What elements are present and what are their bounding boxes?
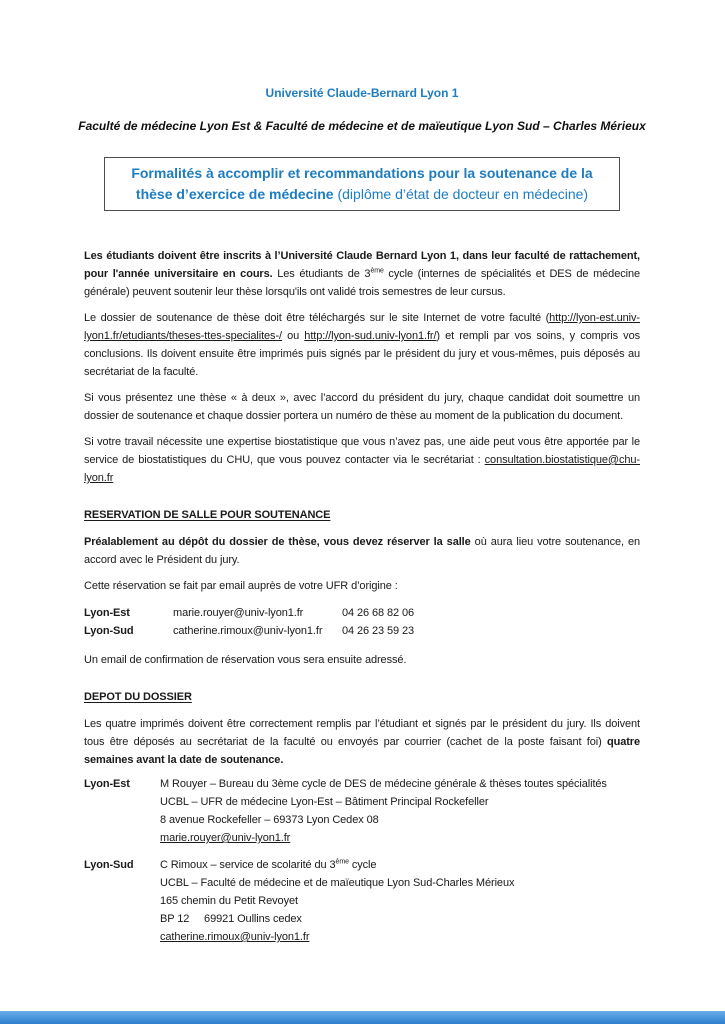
- address-line: BP 12 69921 Oullins cedex: [160, 913, 302, 925]
- contact-email: catherine.rimoux@univ-lyon1.fr: [173, 625, 323, 637]
- dossier-text-b: ou: [281, 330, 305, 342]
- address-line: 165 chemin du Petit Revoyet: [160, 895, 298, 907]
- document-title-line1: Formalités à accomplir et recommandations pour la soutenance de la: [131, 165, 593, 181]
- contact-row-lyon-sud: [84, 622, 640, 640]
- address-line: UCBL – Faculté de médecine et de maïeutique Lyon Sud-Charles Mérieux: [160, 877, 515, 889]
- section-reservation-heading: RESERVATION DE SALLE POUR SOUTENANCE: [84, 509, 331, 521]
- link-biostat-email[interactable]: consultation.biostatistique@chu-lyon.fr: [84, 454, 640, 484]
- address-site-label: Lyon-Sud: [84, 859, 134, 871]
- contact-phone: 04 26 68 82 06: [342, 607, 415, 619]
- reservation-bold-text: Préalablement au dépôt du dossier de thèse, vous devez réserver la salle: [84, 536, 471, 548]
- paragraph-confirmation: Un email de confirmation de réservation vous sera ensuite adressé.: [84, 654, 407, 666]
- viewer-footer-bar: [0, 1011, 725, 1024]
- paragraph-these-a-deux: Si vous présentez une thèse « à deux », avec l’accord du président du jury, chaque candidat doit soumettre un dossier de soutenance et chaque dossier portera un numéro de thèse au moment de la publication du document.: [84, 392, 640, 422]
- address-details: [160, 856, 514, 946]
- university-title: Université Claude-Bernard Lyon 1: [265, 86, 459, 100]
- document-title-line2-bold: thèse d’exercice de médecine: [135, 186, 334, 202]
- address-line: M Rouyer – Bureau du 3ème cycle de DES de médecine générale & thèses toutes spécialités: [160, 778, 607, 790]
- dossier-text-a: Le dossier de soutenance de thèse doit être téléchargés sur le site Internet de votre faculté (: [84, 312, 550, 324]
- inscription-text-a: Les étudiants de 3: [272, 268, 371, 280]
- reservation-text-rest: où aura lieu votre soutenance, en accord avec le Président du jury.: [84, 536, 640, 566]
- address-line: UCBL – UFR de médecine Lyon-Est – Bâtiment Principal Rockefeller: [160, 796, 489, 808]
- contact-phone: 04 26 23 59 23: [342, 625, 415, 637]
- paragraph-reservation-email: Cette réservation se fait par email auprès de votre UFR d’origine :: [84, 580, 398, 592]
- contact-site-label: Lyon-Sud: [84, 625, 134, 637]
- address-details: [160, 775, 607, 847]
- address-line: 8 avenue Rockefeller – 69373 Lyon Cedex 08: [160, 814, 379, 826]
- address-email-row: [160, 928, 514, 946]
- faculties-subtitle: Faculté de médecine Lyon Est & Faculté de médecine et de maïeutique Lyon Sud – Charles Mérieux: [78, 119, 646, 133]
- biostat-text: Si votre travail nécessite une expertise biostatistique que vous n’avez pas, une aide peut vous être apportée par le service de biostatistiques du CHU, que vous pouvez contacter via le secrétariat :: [84, 436, 640, 466]
- depot-bold-text: quatre semaines avant la date de soutenance.: [84, 736, 640, 766]
- address-site-label: Lyon-Est: [84, 778, 130, 790]
- paragraph-depot: [84, 715, 640, 769]
- paragraph-reservation-salle: [84, 533, 640, 569]
- document-title-line2-regular: (diplôme d’état de docteur en médecine): [333, 186, 589, 202]
- address-email-row: [160, 829, 607, 847]
- address-block-lyon-est: [84, 775, 640, 847]
- address-line: [160, 856, 514, 874]
- contact-row-lyon-est: [84, 604, 640, 622]
- section-depot-heading: DEPOT DU DOSSIER: [84, 691, 192, 703]
- document-title-box: [104, 157, 620, 211]
- address-line-pre: C Rimoux – service de scolarité du 3: [160, 859, 336, 871]
- paragraph-dossier-telechargement: [84, 309, 640, 381]
- contact-email: marie.rouyer@univ-lyon1.fr: [173, 607, 304, 619]
- superscript-eme: ème: [335, 858, 349, 866]
- contact-site-label: Lyon-Est: [84, 607, 130, 619]
- inscription-bold-text: Les étudiants doivent être inscrits à l’Université Claude Bernard Lyon 1, dans leur faculté de rattachement, pour l'année universitaire en cours.: [84, 250, 640, 280]
- superscript-eme: ème: [370, 267, 384, 275]
- inscription-text-b: cycle (internes de spécialités et DES de médecine générale) peuvent soutenir leur thèse lorsqu'ils ont validé trois semestres de leur cursus.: [84, 268, 640, 298]
- address-line-post: cycle: [348, 859, 377, 871]
- link-lyon-sud-website[interactable]: http://lyon-sud.univ-lyon1.fr/: [304, 330, 437, 342]
- paragraph-inscription: [84, 247, 640, 301]
- link-lyon-est-website[interactable]: http://lyon-est.univ-lyon1.fr/etudiants/theses-ttes-specialites-/: [84, 312, 640, 342]
- dossier-text-c: ) et rempli par vos soins, y compris vos conclusions. Ils doivent ensuite être imprimés puis signés par le président du jury et vous-mêmes, puis déposés au secrétariat de la faculté.: [84, 330, 640, 378]
- contact-table: [84, 604, 640, 640]
- address-block-lyon-sud: [84, 856, 640, 946]
- link-marie-rouyer-email[interactable]: marie.rouyer@univ-lyon1.fr: [160, 832, 291, 844]
- depot-text: Les quatre imprimés doivent être correctement remplis par l’étudiant et signés par le président du jury. Ils doivent tous être déposés au secrétariat de la faculté ou envoyés par courrier (cachet de la poste faisant foi): [84, 718, 640, 748]
- paragraph-biostatistique: [84, 433, 640, 487]
- link-catherine-rimoux-email[interactable]: catherine.rimoux@univ-lyon1.fr: [160, 931, 310, 943]
